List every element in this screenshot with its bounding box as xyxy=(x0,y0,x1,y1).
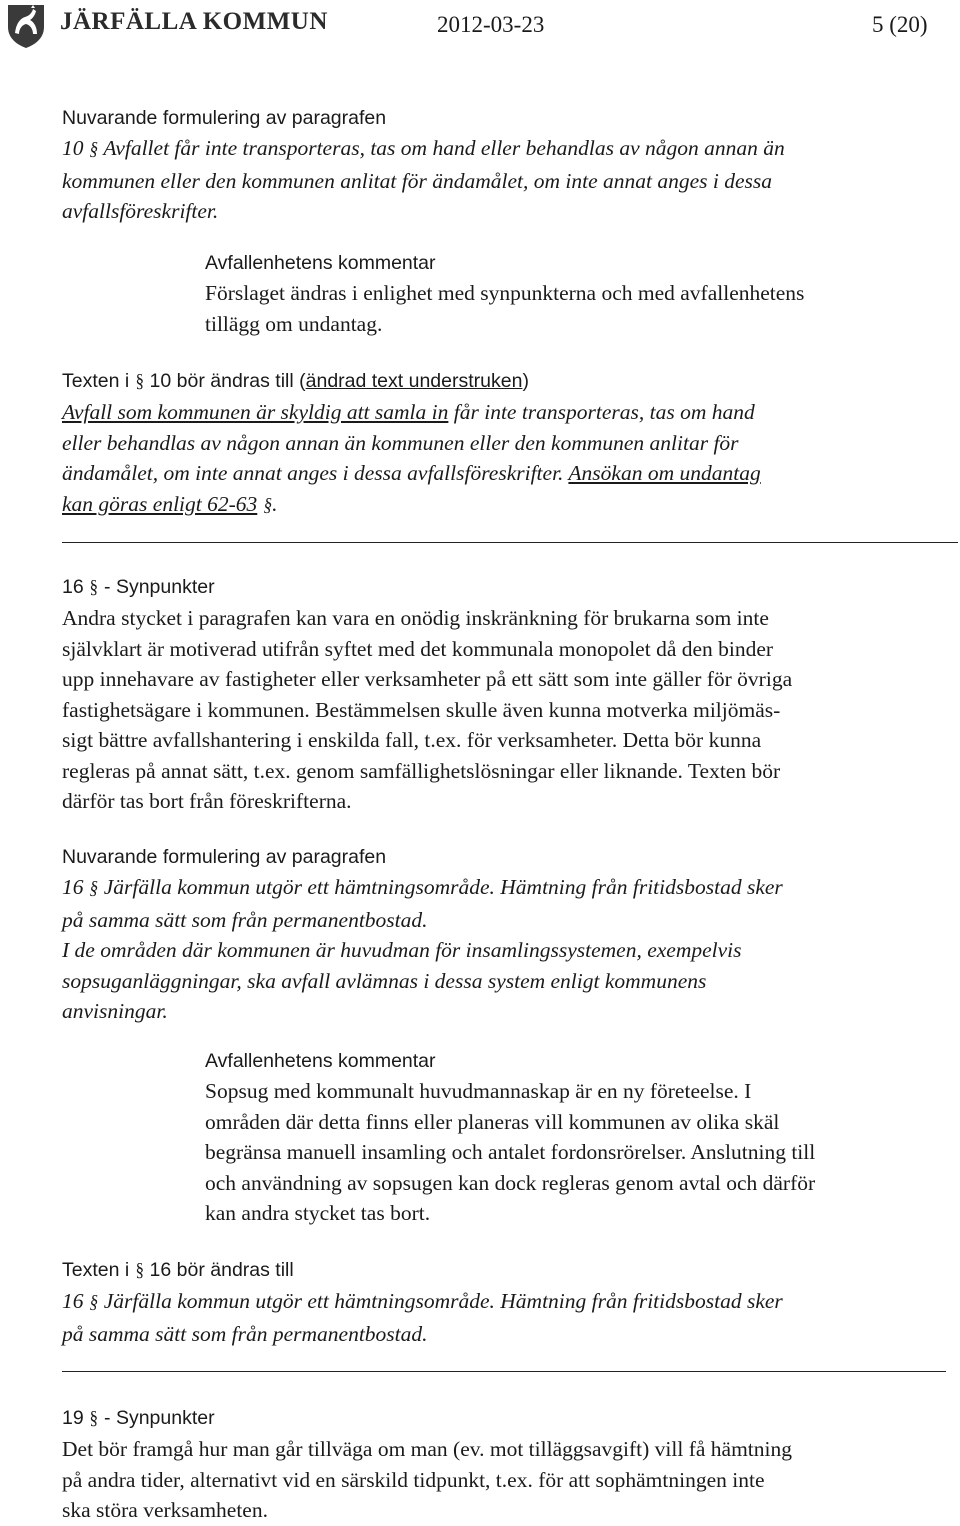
paragraph-line: Det bör framgå hur man går tillväga om man (ev. mot tilläggsavgift) vill få hämtning xyxy=(62,1437,793,1461)
comment-line: tillägg om undantag. xyxy=(205,311,383,336)
comment-line: Förslaget ändras i enlighet med synpunkterna och med avfallenhetens xyxy=(205,281,805,305)
paragraph-line: på samma sätt som från permanentbostad. xyxy=(62,1321,428,1346)
paragraph-line: kan göras enligt 62-63 §. xyxy=(62,489,958,522)
paragraph-line: Avfall som kommunen är skyldig att samla in får inte transporteras, tas om hand xyxy=(62,400,755,424)
divider xyxy=(62,1371,946,1372)
municipal-coat-of-arms-icon xyxy=(6,3,46,49)
section-16-comments xyxy=(62,572,958,817)
paragraph-line xyxy=(62,133,958,166)
paragraph-line: I de områden där kommunen är huvudman för insamlingssystemen, exempelvis xyxy=(62,938,742,962)
comment-line: Sopsug med kommunalt huvudmannaskap är en ny företeelse. I xyxy=(205,1079,752,1103)
paragraph-number: 10 xyxy=(62,136,84,160)
heading: 16 § - Synpunkter xyxy=(62,572,958,603)
divider xyxy=(62,542,958,543)
paragraph-line: på andra tider, alternativt vid en särskild tidpunkt, t.ex. för att sophämtningen inte xyxy=(62,1467,765,1492)
comment-line: områden där detta finns eller planeras vill kommunen av olika skäl xyxy=(205,1109,780,1134)
section-10-proposed xyxy=(62,366,958,521)
paragraph-line: sopsuganläggningar, ska avfall avlämnas i dessa system enligt kommunens xyxy=(62,968,707,993)
section-sign: § xyxy=(135,1260,144,1281)
section-16-current xyxy=(62,842,958,1027)
section-sign: § xyxy=(89,1292,98,1313)
comment-line: begränsa manuell insamling och antalet fordonsrörelser. Anslutning till xyxy=(205,1140,816,1164)
comment-heading: Avfallenhetens kommentar xyxy=(205,1050,436,1072)
section-sign: § xyxy=(89,1408,99,1429)
heading: Texten i § 16 bör ändras till xyxy=(62,1255,958,1286)
heading: Nuvarande formulering av paragrafen xyxy=(62,846,387,868)
paragraph-line: självklart är motiverad utifrån syftet med det kommunala monopolet då den binder xyxy=(62,636,774,661)
paragraph-line: sigt bättre avfallshantering i enskilda fall, t.ex. för verksamheter. Detta bör kunna xyxy=(62,728,762,752)
heading: Texten i § 10 bör ändras till (ändrad text understruken) xyxy=(62,366,958,397)
section-sign: § xyxy=(135,371,144,392)
paragraph-line: upp innehavare av fastigheter eller verksamheter på ett sätt som inte gäller för övriga xyxy=(62,667,793,691)
section-sign: § xyxy=(89,139,98,160)
paragraph-line: ska störa verksamheten. xyxy=(62,1498,268,1522)
page-number: 5 (20) xyxy=(872,12,928,37)
comment-10 xyxy=(205,248,958,339)
section-sign: § xyxy=(89,577,99,598)
paragraph-line: 16 § Järfälla kommun utgör ett hämtningsområde. Hämtning från fritidsbostad sker xyxy=(62,1286,958,1319)
paragraph-line: avfallsföreskrifter. xyxy=(62,199,219,223)
section-sign: § xyxy=(89,878,98,899)
paragraph-line: kommunen eller den kommunen anlitat för ändamålet, om inte annat anges i dessa xyxy=(62,168,772,193)
organization-name: JÄRFÄLLA KOMMUN xyxy=(60,8,328,35)
comment-heading: Avfallenhetens kommentar xyxy=(205,252,436,274)
paragraph-line: 16 § Järfälla kommun utgör ett hämtningsområde. Hämtning från fritidsbostad sker xyxy=(62,872,958,905)
paragraph-line: på samma sätt som från permanentbostad. xyxy=(62,907,428,932)
paragraph-line: Andra stycket i paragrafen kan vara en onödig inskränkning för brukarna som inte xyxy=(62,606,769,630)
paragraph-line: därför tas bort från föreskrifterna. xyxy=(62,789,352,813)
paragraph-line: eller behandlas av någon annan än kommunen eller den kommunen anlitar för xyxy=(62,430,739,455)
document-date: 2012-03-23 xyxy=(437,12,545,37)
paragraph-line: fastighetsägare i kommunen. Bestämmelsen skulle även kunna motverka miljömäs- xyxy=(62,697,781,722)
text: Avfallet får inte transporteras, tas om hand eller behandlas av någon annan än xyxy=(103,136,785,160)
section-19-comments xyxy=(62,1403,958,1526)
paragraph-line: regleras på annat sätt, t.ex. genom samfällighetslösningar eller liknande. Texten bör xyxy=(62,758,781,783)
heading: 19 § - Synpunkter xyxy=(62,1403,958,1434)
section-sign: § xyxy=(263,494,272,516)
comment-line: kan andra stycket tas bort. xyxy=(205,1201,431,1225)
comment-16 xyxy=(205,1046,958,1229)
heading: Nuvarande formulering av paragrafen xyxy=(62,107,387,129)
paragraph-line: anvisningar. xyxy=(62,999,168,1023)
section-16-proposed xyxy=(62,1255,958,1349)
section-10-current xyxy=(62,103,958,227)
page-header xyxy=(0,0,960,60)
paragraph-line: ändamålet, om inte annat anges i dessa avfallsföreskrifter. Ansökan om undantag xyxy=(62,461,761,485)
comment-line: och användning av sopsugen kan dock regleras genom avtal och därför xyxy=(205,1170,816,1195)
